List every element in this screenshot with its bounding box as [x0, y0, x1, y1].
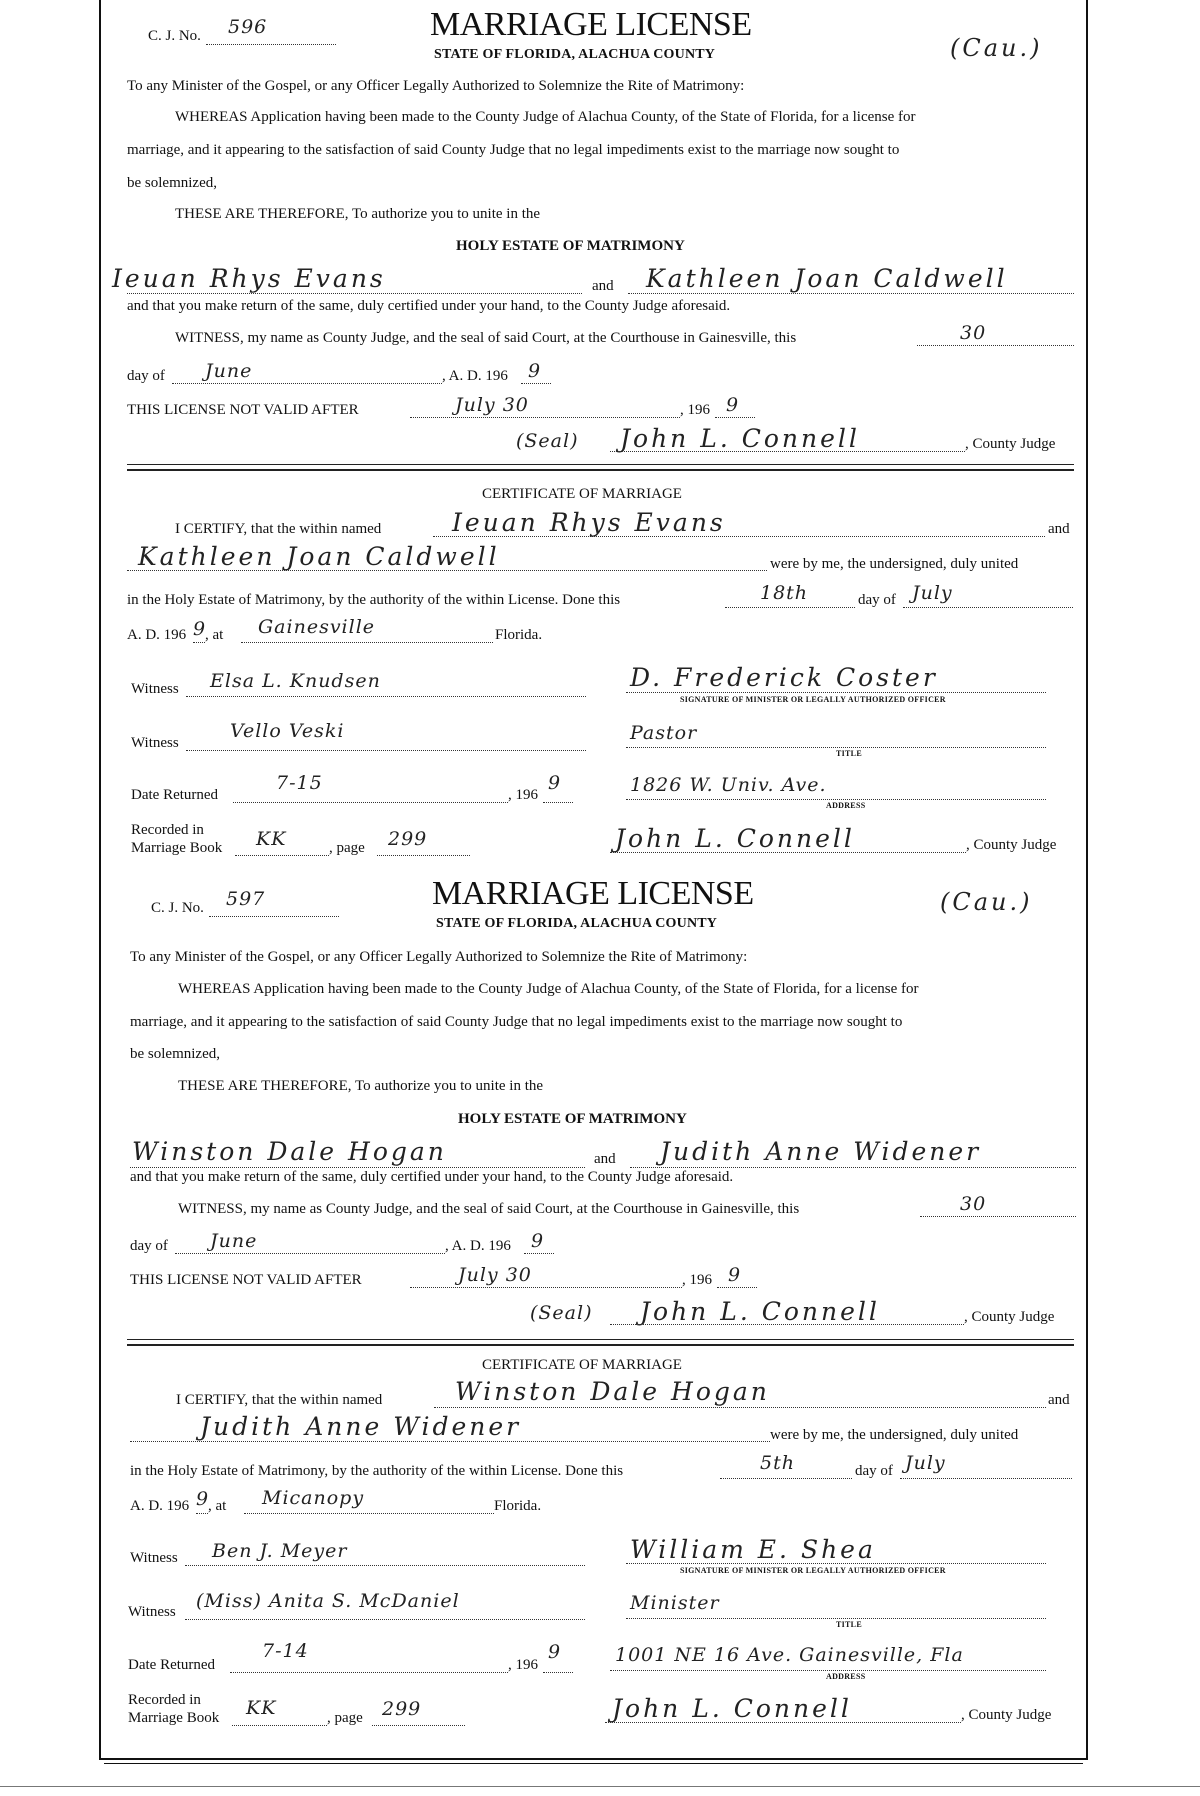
seal-mark: (Seal)	[516, 430, 579, 452]
year-digit: 9	[531, 1230, 545, 1252]
holy-estate-heading: HOLY ESTATE OF MATRIMONY	[458, 1111, 687, 1127]
witness-1-line	[185, 1565, 585, 1566]
page-value: 299	[388, 828, 428, 850]
certificate-heading: CERTIFICATE OF MARRIAGE	[482, 1357, 682, 1373]
intro-text: To any Minister of the Gospel, or any Officer Legally Authorized to Solemnize the Rite of Matrimony:	[127, 78, 745, 94]
done-month-line	[903, 607, 1073, 608]
page-line	[372, 1725, 465, 1726]
address-value: 1001 NE 16 Ave. Gainesville, Fla	[615, 1644, 964, 1666]
section-rule-thick	[127, 469, 1074, 471]
witness-1-label: Witness	[130, 1550, 178, 1566]
not-valid-line	[410, 1287, 682, 1288]
done-day-line	[720, 1478, 852, 1479]
month-value: June	[210, 1230, 258, 1252]
done-day: 5th	[760, 1452, 795, 1474]
witness-2-label: Witness	[131, 735, 179, 751]
witness-2-name: Vello Veski	[230, 720, 345, 742]
cj-dotted-line	[206, 44, 336, 45]
page-border-bottom-inner	[104, 1763, 1083, 1764]
place-value: Micanopy	[262, 1487, 365, 1509]
cj-label: C. J. No.	[151, 900, 204, 916]
witness-day: 30	[960, 1193, 987, 1215]
cert-bride-line	[130, 1441, 770, 1442]
date-returned-line	[230, 1672, 508, 1673]
book-value: KK	[256, 828, 287, 850]
whereas-line-3: be solemnized,	[127, 175, 217, 191]
return-text: and that you make return of the same, duly certified under your hand, to the County Judge aforesaid.	[127, 298, 731, 314]
address-line	[626, 799, 1046, 800]
judge-signature-2: John L. Connell	[612, 1694, 852, 1723]
officer-label: SIGNATURE OF MINISTER OR LEGALLY AUTHORIZED OFFICER	[680, 695, 946, 704]
done-month: July	[912, 582, 953, 604]
witness-2-line	[185, 1619, 585, 1620]
page-label: , page	[329, 840, 365, 856]
witness-1-label: Witness	[131, 681, 179, 697]
judge-signature: John L. Connell	[640, 1297, 880, 1326]
address-value: 1826 W. Univ. Ave.	[630, 774, 827, 796]
corner-note: (Cau.)	[950, 34, 1043, 62]
officer-line	[626, 692, 1046, 693]
done-day: 18th	[760, 582, 809, 604]
ad2-line	[193, 642, 205, 643]
book-value: KK	[246, 1697, 277, 1719]
license-subtitle: STATE OF FLORIDA, ALACHUA COUNTY	[434, 47, 716, 62]
ad2-digit: 9	[196, 1488, 210, 1510]
ad2-line	[196, 1513, 208, 1514]
judge-signature-2: John L. Connell	[615, 824, 855, 853]
witness-day-line	[917, 345, 1074, 346]
cert-and: and	[1048, 521, 1070, 537]
day-of-label: day of	[127, 368, 165, 384]
not-valid-year-label: , 196	[680, 402, 710, 418]
witness-day-line	[920, 1216, 1076, 1217]
ad2-label: A. D. 196	[130, 1498, 190, 1514]
returned-year-line	[543, 802, 573, 803]
section-rule-thick	[127, 1344, 1074, 1346]
page-border-bottom	[99, 1758, 1088, 1760]
day-of-label: day of	[130, 1238, 168, 1254]
section-rule	[127, 1339, 1074, 1340]
certify-text: I CERTIFY, that the within named	[175, 521, 382, 537]
not-valid-line	[410, 417, 680, 418]
year-line	[524, 1253, 554, 1254]
intro-text: To any Minister of the Gospel, or any Officer Legally Authorized to Solemnize the Rite of Matrimony:	[130, 949, 748, 965]
month-line	[172, 383, 442, 384]
returned-year-digit: 9	[548, 1641, 562, 1663]
page-label: , page	[327, 1710, 363, 1726]
florida-label: Florida.	[495, 627, 543, 643]
officer-signature: William E. Shea	[630, 1535, 876, 1564]
year-line	[521, 383, 551, 384]
united-text: were by me, the undersigned, duly united	[770, 556, 1019, 572]
done-month-line	[900, 1478, 1072, 1479]
ad2-label: A. D. 196	[127, 627, 187, 643]
license-subtitle: STATE OF FLORIDA, ALACHUA COUNTY	[436, 916, 718, 931]
day-of-label-2: day of	[855, 1463, 893, 1479]
not-valid-year-digit: 9	[726, 394, 740, 416]
bride-line	[628, 293, 1074, 294]
returned-year-label: , 196	[508, 1657, 538, 1673]
cert-and: and	[1048, 1392, 1070, 1408]
place-line	[241, 642, 493, 643]
judge-signature: John L. Connell	[620, 424, 860, 453]
return-text: and that you make return of the same, duly certified under your hand, to the County Judge aforesaid.	[130, 1169, 734, 1185]
cert-bride: Judith Anne Widener	[200, 1412, 522, 1441]
month-line	[175, 1253, 445, 1254]
and-text: and	[594, 1151, 616, 1167]
corner-note: (Cau.)	[940, 888, 1033, 916]
not-valid-date: July 30	[458, 1264, 532, 1286]
returned-year-line	[543, 1672, 573, 1673]
title-line	[626, 747, 1046, 748]
therefore-text: THESE ARE THEREFORE, To authorize you to unite in the	[178, 1078, 544, 1094]
cj-number: 596	[228, 16, 268, 38]
ad2-digit: 9	[193, 618, 207, 640]
page-line	[377, 855, 470, 856]
date-returned-label: Date Returned	[131, 787, 219, 803]
date-returned-label: Date Returned	[128, 1657, 216, 1673]
county-judge-label: , County Judge	[965, 436, 1056, 452]
certificate-heading: CERTIFICATE OF MARRIAGE	[482, 486, 682, 502]
county-judge-label: , County Judge	[964, 1309, 1055, 1325]
witness-2-name: (Miss) Anita S. McDaniel	[196, 1590, 460, 1612]
not-valid-label: THIS LICENSE NOT VALID AFTER	[127, 402, 359, 418]
license-title: MARRIAGE LICENSE	[430, 6, 752, 43]
cj-label: C. J. No.	[148, 28, 201, 44]
judge-signature-line	[610, 451, 965, 452]
at-label: , at	[208, 1498, 227, 1514]
whereas-line-2: marriage, and it appearing to the satisfaction of said County Judge that no legal impediments exist to the marriage now sought to	[127, 142, 900, 158]
officer-signature: D. Frederick Coster	[630, 663, 938, 692]
florida-label: Florida.	[494, 1498, 542, 1514]
not-valid-label: THIS LICENSE NOT VALID AFTER	[130, 1272, 362, 1288]
marriage-book-label: Marriage Book	[131, 840, 223, 856]
recorded-in-label: Recorded in	[128, 1692, 201, 1708]
date-returned-line	[233, 802, 508, 803]
title-label: TITLE	[836, 1620, 862, 1629]
county-judge-label-2: , County Judge	[961, 1707, 1052, 1723]
page-border-right	[1086, 0, 1088, 1760]
whereas-line-1: WHEREAS Application having been made to the County Judge of Alachua County, of the State of Florida, for a license for	[178, 981, 919, 997]
officer-line	[626, 1563, 1046, 1564]
page-border-left	[99, 0, 101, 1760]
cert-groom: Ieuan Rhys Evans	[452, 508, 726, 537]
witness-2-label: Witness	[128, 1604, 176, 1620]
returned-year-label: , 196	[508, 787, 538, 803]
address-label: ADDRESS	[826, 801, 866, 810]
therefore-text: THESE ARE THEREFORE, To authorize you to unite in the	[175, 206, 541, 222]
cj-dotted-line	[209, 916, 339, 917]
whereas-line-3: be solemnized,	[130, 1046, 220, 1062]
title-value: Minister	[630, 1592, 720, 1614]
holy-line: in the Holy Estate of Matrimony, by the authority of the within License. Done this	[127, 592, 621, 608]
year-digit: 9	[528, 360, 542, 382]
judge-signature-line	[610, 1324, 964, 1325]
witness-1-name: Ben J. Meyer	[212, 1540, 348, 1562]
done-month: July	[905, 1452, 946, 1474]
not-valid-year-line	[717, 1287, 757, 1288]
holy-estate-heading: HOLY ESTATE OF MATRIMONY	[456, 238, 685, 254]
groom-line	[127, 293, 582, 294]
at-label: , at	[205, 627, 224, 643]
not-valid-year-line	[715, 417, 755, 418]
address-line	[610, 1670, 1046, 1671]
book-line	[235, 855, 329, 856]
united-text: were by me, the undersigned, duly united	[770, 1427, 1019, 1443]
marriage-book-label: Marriage Book	[128, 1710, 220, 1726]
returned-year-digit: 9	[548, 772, 562, 794]
cert-groom: Winston Dale Hogan	[455, 1377, 770, 1406]
whereas-line-1: WHEREAS Application having been made to the County Judge of Alachua County, of the State of Florida, for a license for	[175, 109, 916, 125]
date-returned-value: 7-15	[276, 772, 323, 794]
cj-number: 597	[226, 888, 266, 910]
judge-signature-2-line	[610, 852, 966, 853]
page-value: 299	[382, 1698, 422, 1720]
bride-name: Judith Anne Widener	[660, 1137, 982, 1166]
holy-line: in the Holy Estate of Matrimony, by the authority of the within License. Done this	[130, 1463, 624, 1479]
groom-name: Ieuan Rhys Evans	[112, 264, 386, 293]
address-label: ADDRESS	[826, 1672, 866, 1681]
county-judge-label-2: , County Judge	[966, 837, 1057, 853]
place-line	[244, 1513, 494, 1514]
not-valid-date: July 30	[455, 394, 529, 416]
ad-label: , A. D. 196	[442, 368, 508, 384]
license-title: MARRIAGE LICENSE	[432, 875, 754, 912]
judge-signature-2-line	[605, 1722, 961, 1723]
witness-2-line	[186, 750, 586, 751]
certify-text: I CERTIFY, that the within named	[176, 1392, 383, 1408]
witness-text: WITNESS, my name as County Judge, and the seal of said Court, at the Courthouse in Gainesville, this	[178, 1201, 800, 1217]
groom-name: Winston Dale Hogan	[132, 1137, 447, 1166]
bride-name: Kathleen Joan Caldwell	[646, 264, 1008, 293]
date-returned-value: 7-14	[262, 1640, 309, 1662]
cert-bride: Kathleen Joan Caldwell	[138, 542, 500, 571]
recorded-in-label: Recorded in	[131, 822, 204, 838]
cert-groom-line	[434, 1407, 1046, 1408]
witness-1-line	[186, 696, 586, 697]
section-rule	[127, 464, 1074, 465]
day-of-label-2: day of	[858, 592, 896, 608]
scan-edge-line	[0, 1786, 1200, 1787]
not-valid-year-label: , 196	[682, 1272, 712, 1288]
witness-1-name: Elsa L. Knudsen	[210, 670, 381, 692]
not-valid-year-digit: 9	[728, 1264, 742, 1286]
witness-text: WITNESS, my name as County Judge, and the seal of said Court, at the Courthouse in Gainesville, this	[175, 330, 797, 346]
bride-line	[630, 1167, 1076, 1168]
officer-label: SIGNATURE OF MINISTER OR LEGALLY AUTHORIZED OFFICER	[680, 1566, 946, 1575]
witness-day: 30	[960, 322, 987, 344]
done-day-line	[725, 607, 855, 608]
ad-label: , A. D. 196	[445, 1238, 511, 1254]
groom-line	[130, 1167, 585, 1168]
seal-mark: (Seal)	[530, 1302, 593, 1324]
book-line	[232, 1725, 327, 1726]
whereas-line-2: marriage, and it appearing to the satisfaction of said County Judge that no legal impediments exist to the marriage now sought to	[130, 1014, 903, 1030]
title-line	[626, 1618, 1046, 1619]
month-value: June	[205, 360, 253, 382]
and-text: and	[592, 278, 614, 294]
title-label: TITLE	[836, 749, 862, 758]
title-value: Pastor	[630, 722, 698, 744]
place-value: Gainesville	[258, 616, 376, 638]
